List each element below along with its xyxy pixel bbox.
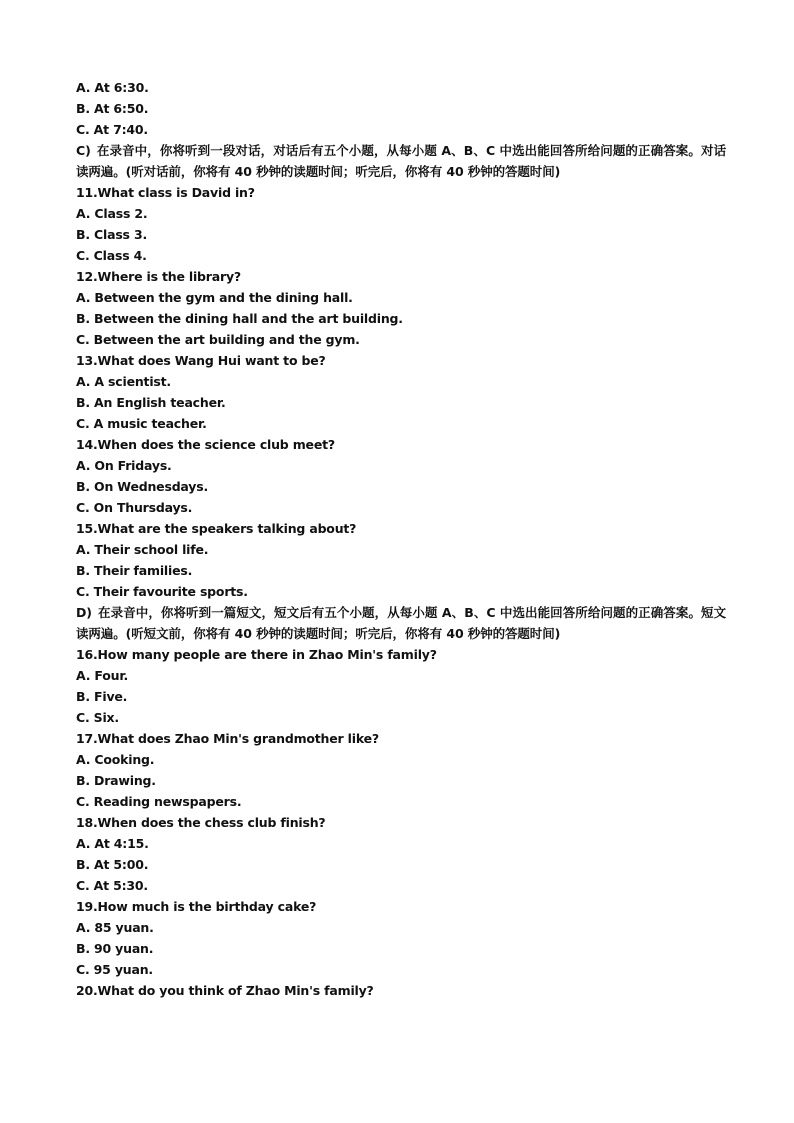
- option: A. 85 yuan.: [76, 920, 154, 935]
- question-text: 16.How many people are there in Zhao Min's family?: [76, 647, 437, 662]
- option: C. Six.: [76, 710, 119, 725]
- option: A. Cooking.: [76, 752, 155, 767]
- option: A. Between the gym and the dining hall.: [76, 290, 353, 305]
- question-text: 14.When does the science club meet?: [76, 437, 335, 452]
- section-c-label: C): [76, 143, 91, 158]
- question-block: [76, 182, 726, 266]
- question-block: [76, 728, 726, 812]
- option: C. Between the art building and the gym.: [76, 332, 360, 347]
- option: B. 90 yuan.: [76, 941, 154, 956]
- option: B. Drawing.: [76, 773, 156, 788]
- question-block: [76, 266, 726, 350]
- option: B. At 5:00.: [76, 857, 149, 872]
- section-c-text: 在录音中，你将听到一段对话，对话后有五个小题，从每小题 A、B、C 中选出能回答所给问题的正确答案。对话读两遍。(听对话前，你将有 40 秒钟的读题时间；听完后，你将有 40 秒钟的答题时间): [76, 143, 726, 179]
- question-block: [76, 980, 726, 1001]
- option: C. Class 4.: [76, 248, 147, 263]
- option: B. Class 3.: [76, 227, 147, 242]
- question-text: 19.How much is the birthday cake?: [76, 899, 317, 914]
- option: C. On Thursdays.: [76, 500, 193, 515]
- section-d-instructions: [76, 602, 726, 644]
- option: B. Between the dining hall and the art building.: [76, 311, 403, 326]
- option: A. A scientist.: [76, 374, 171, 389]
- question-block: [76, 434, 726, 518]
- question-text: 18.When does the chess club finish?: [76, 815, 326, 830]
- question-text: 17.What does Zhao Min's grandmother like?: [76, 731, 379, 746]
- question-block: [76, 812, 726, 896]
- option: C. Their favourite sports.: [76, 584, 248, 599]
- option: A. At 6:30.: [76, 80, 149, 95]
- exam-page: [76, 77, 726, 1001]
- top-options: [76, 77, 726, 140]
- option: C. At 5:30.: [76, 878, 148, 893]
- option: B. Five.: [76, 689, 128, 704]
- question-text: 12.Where is the library?: [76, 269, 241, 284]
- question-text: 15.What are the speakers talking about?: [76, 521, 357, 536]
- option: A. Their school life.: [76, 542, 209, 557]
- option: C. At 7:40.: [76, 122, 148, 137]
- section-d-questions: [76, 644, 726, 1001]
- question-block: [76, 644, 726, 728]
- option: A. Four.: [76, 668, 129, 683]
- question-text: 20.What do you think of Zhao Min's family?: [76, 983, 374, 998]
- section-d-label: D): [76, 605, 92, 620]
- question-text: 13.What does Wang Hui want to be?: [76, 353, 326, 368]
- section-d-text: 在录音中，你将听到一篇短文，短文后有五个小题，从每小题 A、B、C 中选出能回答所给问题的正确答案。短文读两遍。(听短文前，你将有 40 秒钟的读题时间；听完后，你将有 40 秒钟的答题时间): [76, 605, 726, 641]
- question-text: 11.What class is David in?: [76, 185, 255, 200]
- question-block: [76, 896, 726, 980]
- question-block: [76, 518, 726, 602]
- section-c-questions: [76, 182, 726, 602]
- option: C. 95 yuan.: [76, 962, 153, 977]
- option: A. On Fridays.: [76, 458, 172, 473]
- option: B. At 6:50.: [76, 101, 149, 116]
- option: B. An English teacher.: [76, 395, 226, 410]
- option: B. Their families.: [76, 563, 193, 578]
- section-c-instructions: [76, 140, 726, 182]
- option: C. Reading newspapers.: [76, 794, 242, 809]
- option: B. On Wednesdays.: [76, 479, 209, 494]
- option: C. A music teacher.: [76, 416, 207, 431]
- question-block: [76, 350, 726, 434]
- option: A. Class 2.: [76, 206, 148, 221]
- option: A. At 4:15.: [76, 836, 149, 851]
